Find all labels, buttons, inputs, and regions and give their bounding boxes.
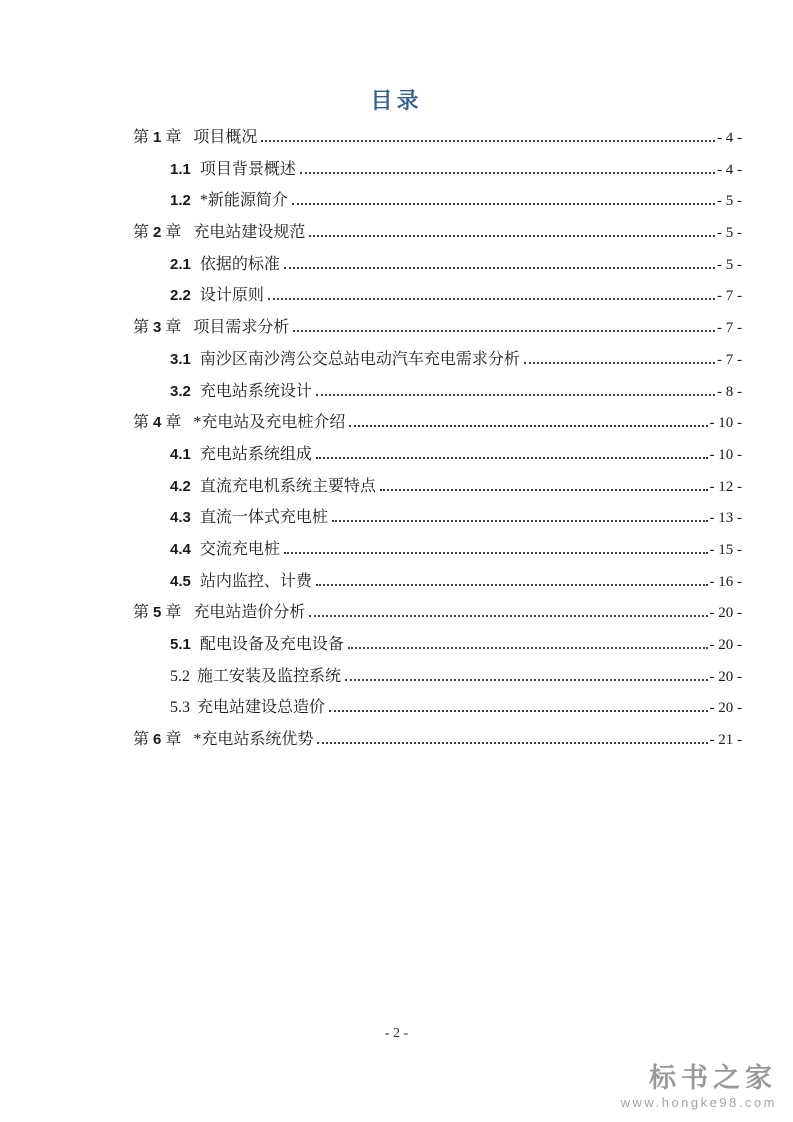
toc-entry-number: 4.1	[170, 445, 191, 463]
toc-entry-number	[133, 217, 181, 249]
toc-entry-page-number: - 16 -	[709, 573, 742, 590]
dot-leader	[316, 457, 708, 459]
toc-entry-section[interactable]	[133, 661, 742, 693]
toc-entry-page-number: - 7 -	[717, 288, 742, 305]
toc-entry-number	[133, 597, 181, 629]
toc-entry-number: 2.1	[170, 255, 191, 273]
dot-leader	[524, 362, 715, 364]
chapter-number-suffix: 章	[165, 129, 182, 146]
dot-leader	[332, 520, 708, 522]
dot-leader	[348, 647, 708, 649]
chapter-number-digit: 6	[153, 731, 162, 749]
chapter-number-prefix: 第	[133, 319, 150, 337]
dot-leader	[309, 235, 715, 237]
toc-entry-page-number: - 20 -	[709, 637, 742, 653]
toc-entry-number: 3.2	[170, 382, 191, 400]
toc-entry-page-number: - 20 -	[709, 700, 742, 717]
toc-entry-title: 充电站建设规范	[193, 224, 306, 242]
toc-entry-title: *充电站系统优势	[193, 731, 314, 749]
toc-entry-section[interactable]	[133, 502, 742, 534]
toc-entry-page-number: - 7 -	[717, 320, 742, 337]
dot-leader	[292, 203, 715, 205]
watermark-url: www.hongke98.com	[620, 1095, 777, 1110]
toc-entry-page-number: - 21 -	[709, 732, 742, 749]
toc-entry-title: 配电设备及充电设备	[199, 636, 344, 653]
toc-entry-chapter[interactable]	[133, 122, 742, 154]
toc-entry-title: 项目背景概述	[199, 160, 296, 178]
page-title: 目录	[370, 88, 423, 113]
toc-entry-title: 设计原则	[199, 287, 264, 305]
chapter-number-prefix: 第	[133, 731, 150, 749]
chapter-number-digit: 1	[153, 129, 162, 146]
toc-entry-title: 充电站系统组成	[199, 445, 312, 463]
toc-entry-page-number: - 7 -	[717, 351, 742, 368]
chapter-number-digit: 5	[153, 604, 162, 622]
toc-entry-page-number: - 8 -	[717, 383, 742, 400]
toc-entry-title: 充电站系统设计	[199, 382, 312, 400]
toc-entry-chapter[interactable]	[133, 217, 742, 249]
chapter-number-digit: 2	[153, 224, 162, 242]
dot-leader	[284, 552, 708, 554]
toc-entry-page-number: - 12 -	[709, 478, 742, 495]
toc-entry-section[interactable]	[133, 439, 742, 471]
dot-leader	[300, 172, 715, 174]
chapter-number-suffix: 章	[165, 731, 182, 749]
toc-entry-section[interactable]	[133, 566, 742, 598]
toc-entry-number: 4.5	[170, 572, 191, 590]
dot-leader	[309, 615, 707, 617]
toc-entry-number	[133, 407, 181, 439]
toc-entry-title: 项目需求分析	[193, 319, 290, 337]
toc-entry-title: 项目概况	[193, 129, 258, 146]
dot-leader	[329, 710, 707, 712]
toc-entry-number: 2.2	[170, 287, 191, 305]
toc-entry-section[interactable]	[133, 344, 742, 376]
toc-entry-title: 南沙区南沙湾公交总站电动汽车充电需求分析	[199, 350, 520, 368]
toc-entry-number: 4.2	[170, 477, 191, 495]
dot-leader	[293, 330, 715, 332]
toc-entry-chapter[interactable]	[133, 312, 742, 344]
toc-entry-title: 直流充电机系统主要特点	[199, 477, 376, 495]
toc-entry-title: 站内监控、计费	[199, 572, 312, 590]
toc-entry-title: 直流一体式充电桩	[199, 509, 328, 527]
toc-entry-section[interactable]	[133, 534, 742, 566]
toc-entry-section[interactable]	[133, 249, 742, 281]
toc-entry-number: 5.2	[170, 667, 190, 685]
toc-entry-page-number: - 15 -	[709, 541, 742, 558]
chapter-number-digit: 3	[153, 319, 162, 337]
toc-entry-section[interactable]	[133, 185, 742, 217]
toc-entry-number	[133, 724, 181, 756]
dot-leader	[284, 267, 715, 269]
footer-page-number: - 2 -	[384, 1026, 409, 1041]
toc-entry-page-number: - 10 -	[709, 415, 742, 432]
toc-entry-number	[133, 122, 181, 154]
chapter-number-prefix: 第	[133, 129, 150, 146]
toc-entry-page-number: - 4 -	[717, 130, 742, 146]
toc-entry-page-number: - 5 -	[717, 256, 742, 273]
toc-entry-chapter[interactable]	[133, 597, 742, 629]
toc-entry-number: 5.3	[170, 699, 190, 717]
toc-entry-title: 施工安装及监控系统	[197, 667, 342, 685]
toc-entry-section[interactable]	[133, 376, 742, 408]
chapter-number-prefix: 第	[133, 604, 150, 622]
dot-leader	[380, 489, 708, 491]
dot-leader	[268, 298, 715, 300]
toc-entry-number: 4.4	[170, 540, 191, 558]
toc-entry-page-number: - 4 -	[717, 161, 742, 178]
toc-entry-number	[133, 312, 181, 344]
toc	[133, 122, 742, 756]
toc-entry-section[interactable]	[133, 692, 742, 724]
toc-entry-section[interactable]	[133, 629, 742, 661]
toc-entry-title: 交流充电桩	[199, 540, 280, 558]
dot-leader	[317, 742, 707, 744]
toc-entry-number: 1.1	[170, 160, 191, 178]
toc-entry-number: 1.2	[170, 192, 191, 210]
toc-entry-page-number: - 20 -	[709, 668, 742, 685]
watermark-brand: 标书之家	[649, 1063, 777, 1094]
dot-leader	[316, 584, 708, 586]
chapter-number-suffix: 章	[165, 224, 182, 242]
toc-entry-title: *充电站及充电桩介绍	[193, 414, 346, 432]
watermark	[621, 1064, 777, 1110]
toc-entry-page-number: - 20 -	[709, 605, 742, 622]
toc-entry-section[interactable]	[133, 154, 742, 186]
toc-entry-page-number: - 5 -	[717, 193, 742, 210]
chapter-number-suffix: 章	[165, 414, 182, 432]
toc-entry-number: 4.3	[170, 509, 191, 527]
dot-leader	[349, 425, 707, 427]
toc-entry-section[interactable]	[133, 280, 742, 312]
toc-entry-section[interactable]	[133, 471, 742, 503]
toc-entry-title: *新能源简介	[199, 192, 288, 210]
chapter-number-suffix: 章	[165, 319, 182, 337]
toc-entry-page-number: - 13 -	[709, 510, 742, 527]
toc-entry-chapter[interactable]	[133, 724, 742, 756]
toc-entry-page-number: - 10 -	[709, 446, 742, 463]
dot-leader	[345, 679, 707, 681]
toc-entry-title: 充电站建设总造价	[197, 699, 326, 717]
chapter-number-digit: 4	[153, 414, 162, 432]
chapter-number-prefix: 第	[133, 414, 150, 432]
toc-entry-page-number: - 5 -	[717, 225, 742, 242]
toc-entry-title: 充电站造价分析	[193, 604, 306, 622]
toc-entry-number: 5.1	[170, 636, 191, 653]
chapter-number-prefix: 第	[133, 224, 150, 242]
toc-entry-title: 依据的标准	[199, 255, 280, 273]
chapter-number-suffix: 章	[165, 604, 182, 622]
toc-entry-chapter[interactable]	[133, 407, 742, 439]
dot-leader	[261, 140, 715, 142]
dot-leader	[316, 394, 715, 396]
toc-entry-number: 3.1	[170, 350, 191, 368]
